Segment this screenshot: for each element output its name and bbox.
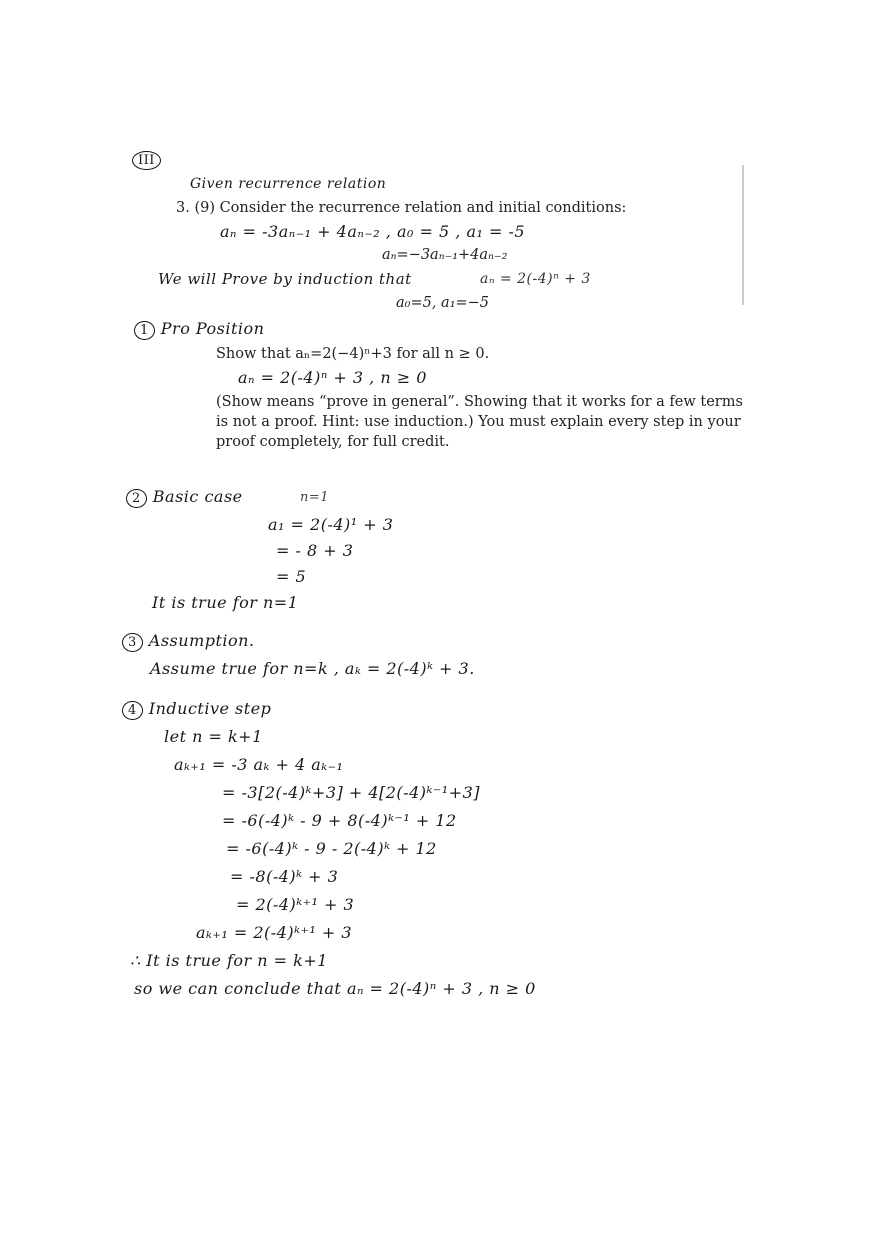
- show-statement: Show that aₙ=2(−4)ⁿ+3 for all n ≥ 0.: [216, 346, 490, 362]
- step2-line: = 5: [276, 567, 307, 586]
- step4-let: let n = k+1: [164, 727, 263, 746]
- step3-text: Assume true for n=k , aₖ = 2(-4)ᵏ + 3.: [150, 659, 475, 678]
- step2-conclusion: It is true for n=1: [152, 593, 299, 612]
- step2-line: a₁ = 2(-4)¹ + 3: [268, 515, 394, 534]
- initial-conditions: a₀=5, a₁=−5: [396, 295, 490, 311]
- scan-edge: [742, 165, 744, 305]
- step1-equation: aₙ = 2(-4)ⁿ + 3 , n ≥ 0: [238, 368, 427, 387]
- step3-heading: 3 Assumption.: [122, 630, 255, 652]
- step4-line: = -6(-4)ᵏ - 9 + 8(-4)ᵏ⁻¹ + 12: [222, 811, 457, 830]
- step2-line: = - 8 + 3: [276, 541, 354, 560]
- final-conclusion: so we can conclude that aₙ = 2(-4)ⁿ + 3 , n ≥ 0: [134, 979, 536, 998]
- step4-line: aₖ₊₁ = -3 aₖ + 4 aₖ₋₁: [174, 755, 344, 774]
- step1-heading: 1 Pro Position: [134, 318, 264, 340]
- intro-text: We will Prove by induction that: [158, 270, 412, 288]
- step4-conclusion: ∴ It is true for n = k+1: [130, 951, 328, 970]
- given-label: Given recurrence relation: [190, 176, 387, 192]
- section-label: III: [132, 148, 167, 170]
- instructions-text: (Show means “prove in general”. Showing that it works for a few terms is not a proof. Hint: use induction.) You must explain every step in your proof completely, for full credit.: [216, 394, 743, 450]
- step4-line: = -8(-4)ᵏ + 3: [230, 867, 339, 886]
- step2-n: n=1: [300, 490, 330, 505]
- question-text: 3. (9) Consider the recurrence relation and initial conditions:: [176, 200, 627, 216]
- step4-line: = -6(-4)ᵏ - 9 - 2(-4)ᵏ + 12: [226, 839, 437, 858]
- step4-result: aₖ₊₁ = 2(-4)ᵏ⁺¹ + 3: [196, 923, 353, 942]
- given-equation: aₙ = -3aₙ₋₁ + 4aₙ₋₂ , a₀ = 5 , a₁ = -5: [220, 222, 526, 241]
- step4-line: = -3[2(-4)ᵏ+3] + 4[2(-4)ᵏ⁻¹+3]: [222, 783, 481, 802]
- step4-heading: 4 Inductive step: [122, 698, 271, 720]
- step4-line: = 2(-4)ᵏ⁺¹ + 3: [236, 895, 355, 914]
- step2-heading: 2 Basic case: [126, 486, 243, 508]
- recurrence-equation: aₙ=−3aₙ₋₁+4aₙ₋₂: [382, 247, 508, 263]
- intro-equation: aₙ = 2(-4)ⁿ + 3: [480, 271, 591, 287]
